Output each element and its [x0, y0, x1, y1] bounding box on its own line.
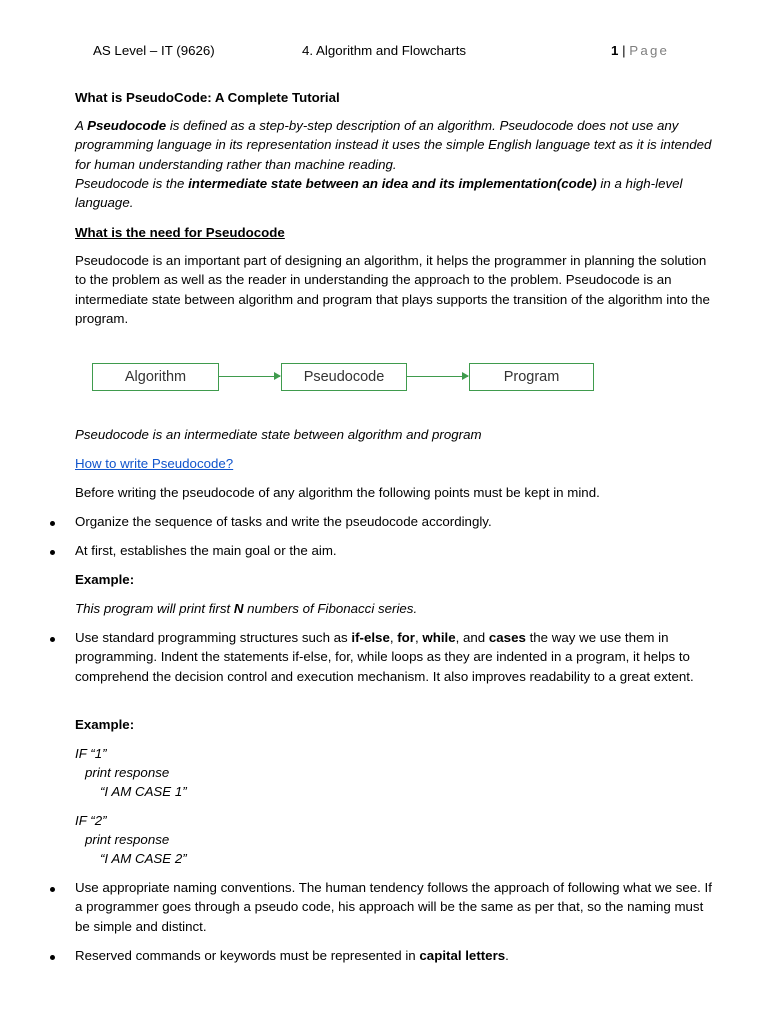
- box-program: Program: [469, 363, 594, 391]
- page-number: 1: [611, 43, 619, 58]
- box-algorithm: Algorithm: [92, 363, 219, 391]
- page-separator: |: [622, 43, 626, 58]
- intro-paragraph-2: Pseudocode is the intermediate state between an idea and its implementation(code) in a high-level language.: [75, 176, 683, 211]
- example-1-text: This program will print first N numbers of Fibonacci series.: [75, 601, 418, 616]
- bullet-1: Organize the sequence of tasks and write the pseudocode accordingly.: [75, 514, 492, 529]
- bullet-dot: [50, 887, 55, 892]
- bullet-dot: [50, 637, 55, 642]
- bullet-3: Use standard programming structures such as if-else, for, while, and cases the way we use them in programming. Indent the statements if-else, for, while loops as they are indented in a program, it helps to comprehend the decision control and execution mechanism. It also improves readability to a great extent.: [75, 630, 694, 684]
- code-if-2: IF “2”: [75, 813, 107, 828]
- code-case-1: “I AM CASE 1”: [100, 784, 187, 799]
- code-print-1: print response: [85, 765, 170, 780]
- diagram-caption: Pseudocode is an intermediate state between algorithm and program: [75, 427, 482, 442]
- bullet-4: Use appropriate naming conventions. The human tendency follows the approach of following what we see. If a programmer goes through a pseudo code, his approach will be the same as per that, so the naming must be simple and distinct.: [75, 880, 712, 934]
- example-2-label: Example:: [75, 717, 135, 732]
- bullet-dot: [50, 521, 55, 526]
- box-pseudocode: Pseudocode: [281, 363, 407, 391]
- bullet-dot: [50, 955, 55, 960]
- bullet-dot: [50, 550, 55, 555]
- arrow-1: [219, 376, 280, 377]
- bullet-5: Reserved commands or keywords must be represented in capital letters.: [75, 948, 509, 963]
- need-paragraph: Pseudocode is an important part of designing an algorithm, it helps the programmer in planning the solution to the problem as well as the reader in understanding the approach to the problem. Pseudocode is an intermediate state between algorithm and program that plays supports the transition of the algorithm into the program.: [75, 253, 710, 327]
- page-title: What is PseudoCode: A Complete Tutorial: [75, 90, 340, 105]
- term-pseudocode: Pseudocode: [87, 118, 167, 133]
- header-chapter: 4. Algorithm and Flowcharts: [302, 43, 467, 58]
- header-course: AS Level – IT (9626): [93, 43, 215, 58]
- bullet-2: At first, establishes the main goal or the aim.: [75, 543, 337, 558]
- code-if-1: IF “1”: [75, 746, 107, 761]
- how-to-link[interactable]: How to write Pseudocode?: [75, 456, 234, 471]
- intro-paragraph: A Pseudocode is defined as a step-by-step description of an algorithm. Pseudocode does not use any programming language in its representation instead it uses the simple English language text as it is intended for human understanding rather than machine reading.: [75, 118, 712, 172]
- example-1-label: Example:: [75, 572, 135, 587]
- need-heading: What is the need for Pseudocode: [75, 225, 285, 240]
- arrow-2: [407, 376, 468, 377]
- before-text: Before writing the pseudocode of any algorithm the following points must be kept in mind.: [75, 485, 600, 500]
- header-page: [611, 43, 669, 58]
- page-label: Page: [629, 43, 670, 58]
- code-case-2: “I AM CASE 2”: [100, 851, 187, 866]
- code-print-2: print response: [85, 832, 170, 847]
